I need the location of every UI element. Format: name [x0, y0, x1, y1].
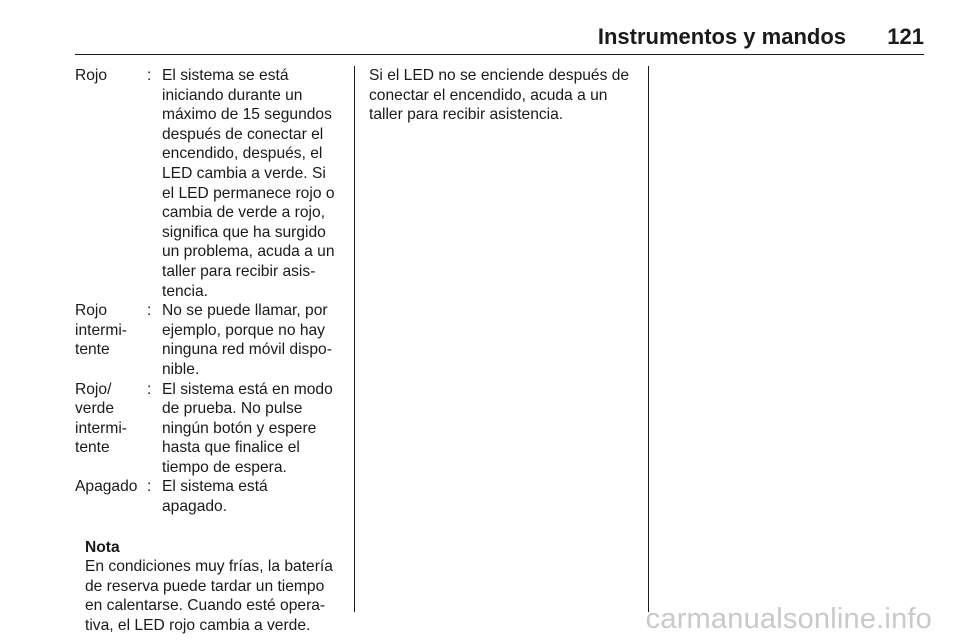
description-line: apagado.	[162, 498, 228, 516]
description-line: tiempo de espera.	[162, 458, 287, 476]
description-line: tencia.	[162, 282, 208, 300]
note-line: de reserva puede tardar un tiempo	[85, 577, 325, 595]
note-line: En condiciones muy frías, la batería	[85, 558, 333, 576]
label-line: tente	[75, 439, 110, 457]
note-line: tiva, el LED rojo cambia a verde.	[85, 617, 311, 635]
description-line: El sistema está en modo	[162, 380, 333, 398]
description-line: máximo de 15 segundos	[162, 106, 332, 124]
paragraph-line: conectar el encendido, acuda a un	[369, 86, 608, 104]
label-line: verde	[75, 400, 115, 418]
column-divider-right	[648, 66, 649, 612]
led-state-label	[75, 66, 147, 301]
led-state-row	[75, 66, 341, 301]
description-line: nible.	[162, 360, 200, 378]
description-line: ninguna red móvil dispo-	[162, 341, 332, 359]
description-line: No se puede llamar, por	[162, 302, 328, 320]
led-state-label	[75, 477, 147, 516]
description-line: un problema, acuda a un	[162, 243, 335, 261]
description-line: ningún botón y espere	[162, 419, 317, 437]
description-line: significa que ha surgido	[162, 223, 326, 241]
description-line: cambia de verde a rojo,	[162, 204, 325, 222]
separator-colon: :	[147, 380, 152, 398]
label-line: tente	[75, 341, 110, 359]
led-state-row	[75, 301, 341, 379]
label-line: Rojo	[75, 67, 108, 84]
description-line: encendido, después, el	[162, 145, 323, 163]
label-line: intermi-	[75, 419, 127, 437]
left-column	[75, 66, 341, 636]
separator-colon: :	[147, 67, 152, 84]
led-state-label	[75, 301, 147, 379]
middle-column	[369, 66, 635, 125]
watermark: carmanualsonline.info	[645, 603, 932, 635]
led-state-description	[162, 66, 341, 301]
description-line: de prueba. No pulse	[162, 400, 303, 418]
led-state-description	[162, 301, 341, 379]
led-state-list	[75, 66, 341, 517]
paragraph-line: Si el LED no se enciende después de	[369, 67, 630, 84]
label-line: intermi-	[75, 321, 127, 339]
note-body	[85, 557, 341, 635]
description-line: después de conectar el	[162, 125, 324, 143]
note-line: en calentarse. Cuando esté opera-	[85, 597, 326, 615]
page-number: 121	[887, 24, 924, 49]
label-line: Apagado	[75, 478, 138, 496]
separator-colon: :	[147, 302, 152, 320]
page-header-title: Instrumentos y mandos	[597, 24, 846, 49]
column-divider-left	[354, 66, 355, 612]
description-line: iniciando durante un	[162, 86, 303, 104]
description-line: LED cambia a verde. Si	[162, 164, 326, 182]
separator-colon: :	[147, 478, 152, 496]
note-title: Nota	[85, 538, 120, 556]
header-divider	[75, 54, 924, 55]
description-line: El sistema está	[162, 478, 268, 496]
description-line: taller para recibir asis-	[162, 262, 316, 280]
description-line: hasta que finalice el	[162, 439, 300, 457]
led-state-row	[75, 477, 341, 516]
description-line: El sistema se está	[162, 67, 289, 84]
label-line: Rojo/	[75, 380, 112, 398]
led-state-row	[75, 380, 341, 478]
note-box	[85, 538, 341, 636]
description-line: ejemplo, porque no hay	[162, 321, 325, 339]
description-line: el LED permanece rojo o	[162, 184, 335, 202]
led-state-description	[162, 477, 341, 516]
led-state-label	[75, 380, 147, 478]
paragraph-line: taller para recibir asistencia.	[369, 106, 564, 124]
label-line: Rojo	[75, 302, 108, 320]
led-state-description	[162, 380, 341, 478]
